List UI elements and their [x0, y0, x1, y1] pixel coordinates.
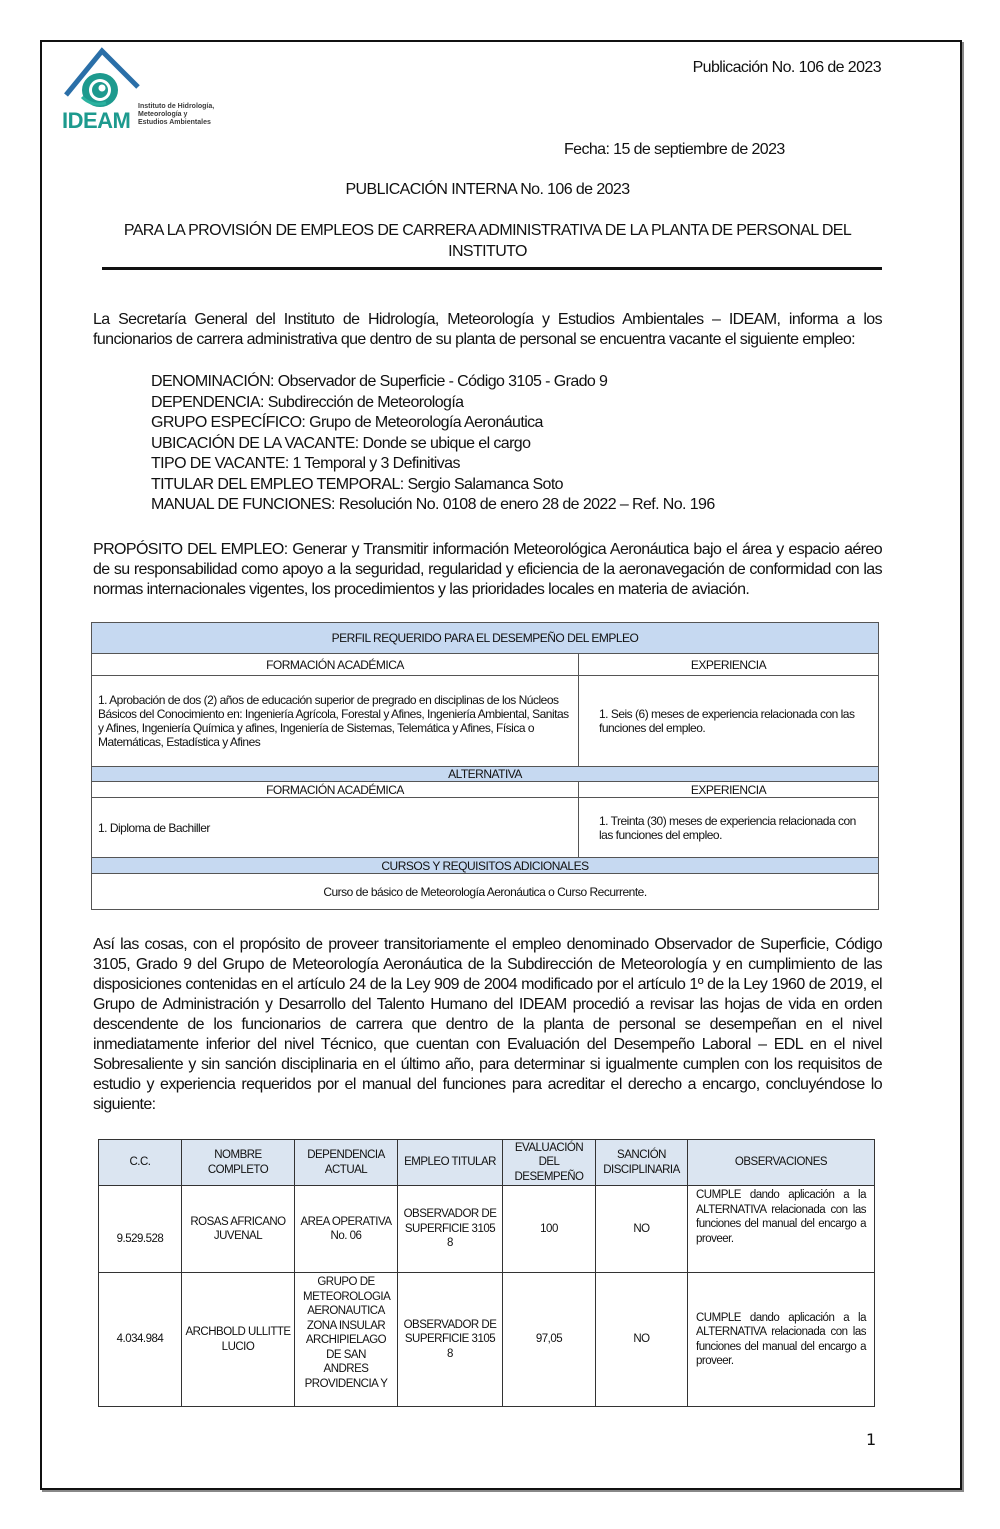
detail-label: GRUPO ESPECÍFICO: — [151, 414, 306, 431]
main-education-cell: 1. Aprobación de dos (2) años de educación superior de pregrado en disciplinas de los Núcleos Básicos del Conocimiento en: Ingeniería Agrícola, Forestal y Afines, Ingeniería Ambiental, Sanitas y Afines, Ingeniería Química y afines, Ingeniería de Sistemas, Telemática y Afines, Física o Matemáticas, Estadística y Afines — [92, 676, 579, 767]
detail-manual — [151, 495, 715, 516]
cell-dependency: AREA OPERATIVA No. 06 — [295, 1186, 398, 1273]
column-header-dependency: DEPENDENCIA ACTUAL — [295, 1140, 398, 1186]
cell-cc: 9.529.528 — [99, 1186, 182, 1273]
table-row — [99, 1186, 875, 1273]
column-header-evaluation: EVALUACIÓN DEL DESEMPEÑO — [503, 1140, 596, 1186]
publication-number: Publicación No. 106 de 2023 — [692, 59, 881, 76]
page-number: 1 — [866, 1430, 877, 1449]
detail-value: Sergio Salamanca Soto — [407, 475, 563, 493]
detail-label: DENOMINACIÓN: — [151, 373, 274, 390]
eye-swirl-icon — [60, 45, 150, 110]
logo-subtitle-line: Meteorología y — [138, 111, 188, 118]
publication-date: Fecha: 15 de septiembre de 2023 — [564, 141, 785, 158]
detail-label: TIPO DE VACANTE: — [151, 455, 289, 472]
cell-observations: CUMPLE dando aplicación a la ALTERNATIVA relacionada con las funciones del manual del encargo a proveer. — [688, 1273, 875, 1407]
cell-observations: CUMPLE dando aplicación a la ALTERNATIVA relacionada con las funciones del manual del encargo a proveer. — [688, 1186, 875, 1273]
logo-subtitle-line: Estudios Ambientales — [138, 119, 211, 126]
detail-value: 1 Temporal y 3 Definitivas — [292, 455, 460, 472]
detail-label: UBICACIÓN DE LA VACANTE: — [151, 434, 359, 452]
subtitle-line-2: INSTITUTO — [448, 243, 527, 260]
profile-requirements-table — [91, 622, 879, 910]
cell-position: OBSERVADOR DE SUPERFICIE 3105 8 — [398, 1273, 503, 1407]
cell-sanction: NO — [596, 1186, 688, 1273]
column-header-name: NOMBRE COMPLETO — [182, 1140, 295, 1186]
cell-dependency: GRUPO DE METEOROLOGIA AERONAUTICA ZONA INSULAR ARCHIPIELAGO DE SAN ANDRES PROVIDENCIA Y — [295, 1273, 398, 1407]
cell-name: ROSAS AFRICANO JUVENAL — [182, 1186, 295, 1273]
detail-label: DEPENDENCIA: — [151, 393, 264, 411]
logo-subtitle — [138, 103, 214, 127]
logo-subtitle-line: Instituto de Hidrología, — [138, 103, 215, 110]
document-subtitle — [90, 220, 885, 262]
alt-education-cell: 1. Diploma de Bachiller — [92, 798, 579, 858]
column-header-position: EMPLEO TITULAR — [398, 1140, 503, 1186]
cell-cc: 4.034.984 — [99, 1273, 182, 1407]
detail-value: Grupo de Meteorología Aeronáutica — [309, 414, 543, 431]
detail-label: TITULAR DEL EMPLEO TEMPORAL: — [151, 475, 404, 493]
subtitle-line-1: PARA LA PROVISIÓN DE EMPLEOS DE CARRERA ADMINISTRATIVA DE LA PLANTA DE PERSONAL DEL — [123, 222, 852, 239]
cell-name: ARCHBOLD ULLITTE LUCIO — [182, 1273, 295, 1407]
column-header-cc: C.C. — [99, 1140, 182, 1186]
courses-title: CURSOS Y REQUISITOS ADICIONALES — [92, 858, 879, 874]
column-header-education: FORMACIÓN ACADÉMICA — [92, 654, 579, 676]
title-divider — [102, 267, 882, 270]
analysis-paragraph: Así las cosas, con el propósito de proveer transitoriamente el empleo denominado Observador de Superficie, Código 3105, Grado 9 del Grupo de Meteorología Aeronáutica de la Subdirección de Meteorología y en cumplimiento de las disposiciones contenidas en el artículo 24 de la Ley 909 de 2004 modificado por el artículo 1º de la Ley 1960 de 2019, el Grupo de Administración y Desarrollo del Talento Humano del IDEAM procedió a revisar las hojas de vida en orden descendente de los funcionarios de carrera que dentro de la planta de personal se desempeñan en el nivel inmediatamente inferior del nivel Técnico, que cuentan con Evaluación del Desempeño Laboral – EDL en el nivel Sobresaliente y sin sanción disciplinaria en el último año, para determinar si igualmente cumplen con los requisitos de estudio y experiencia requeridos por el manual del funciones para acreditar el derecho a encargo, concluyéndose lo siguiente: — [93, 936, 882, 1113]
detail-tipo-vacante — [151, 454, 715, 475]
purpose-paragraph: PROPÓSITO DEL EMPLEO: Generar y Transmitir información Meteorológica Aeronáutica bajo el área y espacio aéreo de su responsabilidad como apoyo a la seguridad, regularidad y eficiencia de la aeronavegación de conformidad con las normas internacionales vigentes, los procedimientos y las prioridades locales en materia de aviación. — [93, 541, 882, 598]
cell-position: OBSERVADOR DE SUPERFICIE 3105 8 — [398, 1186, 503, 1273]
alt-experience-cell: 1. Treinta (30) meses de experiencia relacionada con las funciones del empleo. — [579, 798, 879, 858]
job-details-list — [151, 372, 715, 516]
column-header-observations: OBSERVACIONES — [688, 1140, 875, 1186]
detail-dependencia — [151, 393, 715, 414]
detail-titular — [151, 475, 715, 496]
detail-value: Observador de Superficie - Código 3105 - Grado 9 — [277, 373, 608, 390]
intro-paragraph: La Secretaría General del Instituto de Hidrología, Meteorología y Estudios Ambientales – IDEAM, informa a los funcionarios de carrera administrativa que dentro de su planta de personal se encuentra vacante el siguiente empleo: — [93, 311, 882, 348]
main-experience-cell: 1. Seis (6) meses de experiencia relacionada con las funciones del empleo. — [579, 676, 879, 767]
cell-evaluation: 97,05 — [503, 1273, 596, 1407]
cell-sanction: NO — [596, 1273, 688, 1407]
alt-column-header-experience: EXPERIENCIA — [579, 782, 879, 798]
alternative-title: ALTERNATIVA — [92, 767, 879, 782]
detail-label: MANUAL DE FUNCIONES: — [151, 496, 335, 513]
detail-grupo-especifico — [151, 413, 715, 434]
detail-value: Donde se ubique el cargo — [362, 434, 531, 452]
detail-value: Resolución No. 0108 de enero 28 de 2022 – Ref. No. 196 — [338, 496, 715, 513]
alt-column-header-education: FORMACIÓN ACADÉMICA — [92, 782, 579, 798]
detail-denominacion — [151, 372, 715, 393]
profile-table-title: PERFIL REQUERIDO PARA EL DESEMPEÑO DEL EMPLEO — [92, 623, 879, 654]
courses-cell: Curso de básico de Meteorología Aeronáutica o Curso Recurrente. — [92, 874, 879, 910]
candidates-table — [98, 1139, 875, 1407]
column-header-experience: EXPERIENCIA — [579, 654, 879, 676]
logo-wordmark: IDEAM — [62, 108, 131, 133]
detail-ubicacion — [151, 434, 715, 455]
detail-value: Subdirección de Meteorología — [267, 393, 464, 411]
table-row — [99, 1273, 875, 1407]
cell-evaluation: 100 — [503, 1186, 596, 1273]
document-title: PUBLICACIÓN INTERNA No. 106 de 2023 — [345, 181, 630, 198]
column-header-sanction: SANCIÓN DISCIPLINARIA — [596, 1140, 688, 1186]
